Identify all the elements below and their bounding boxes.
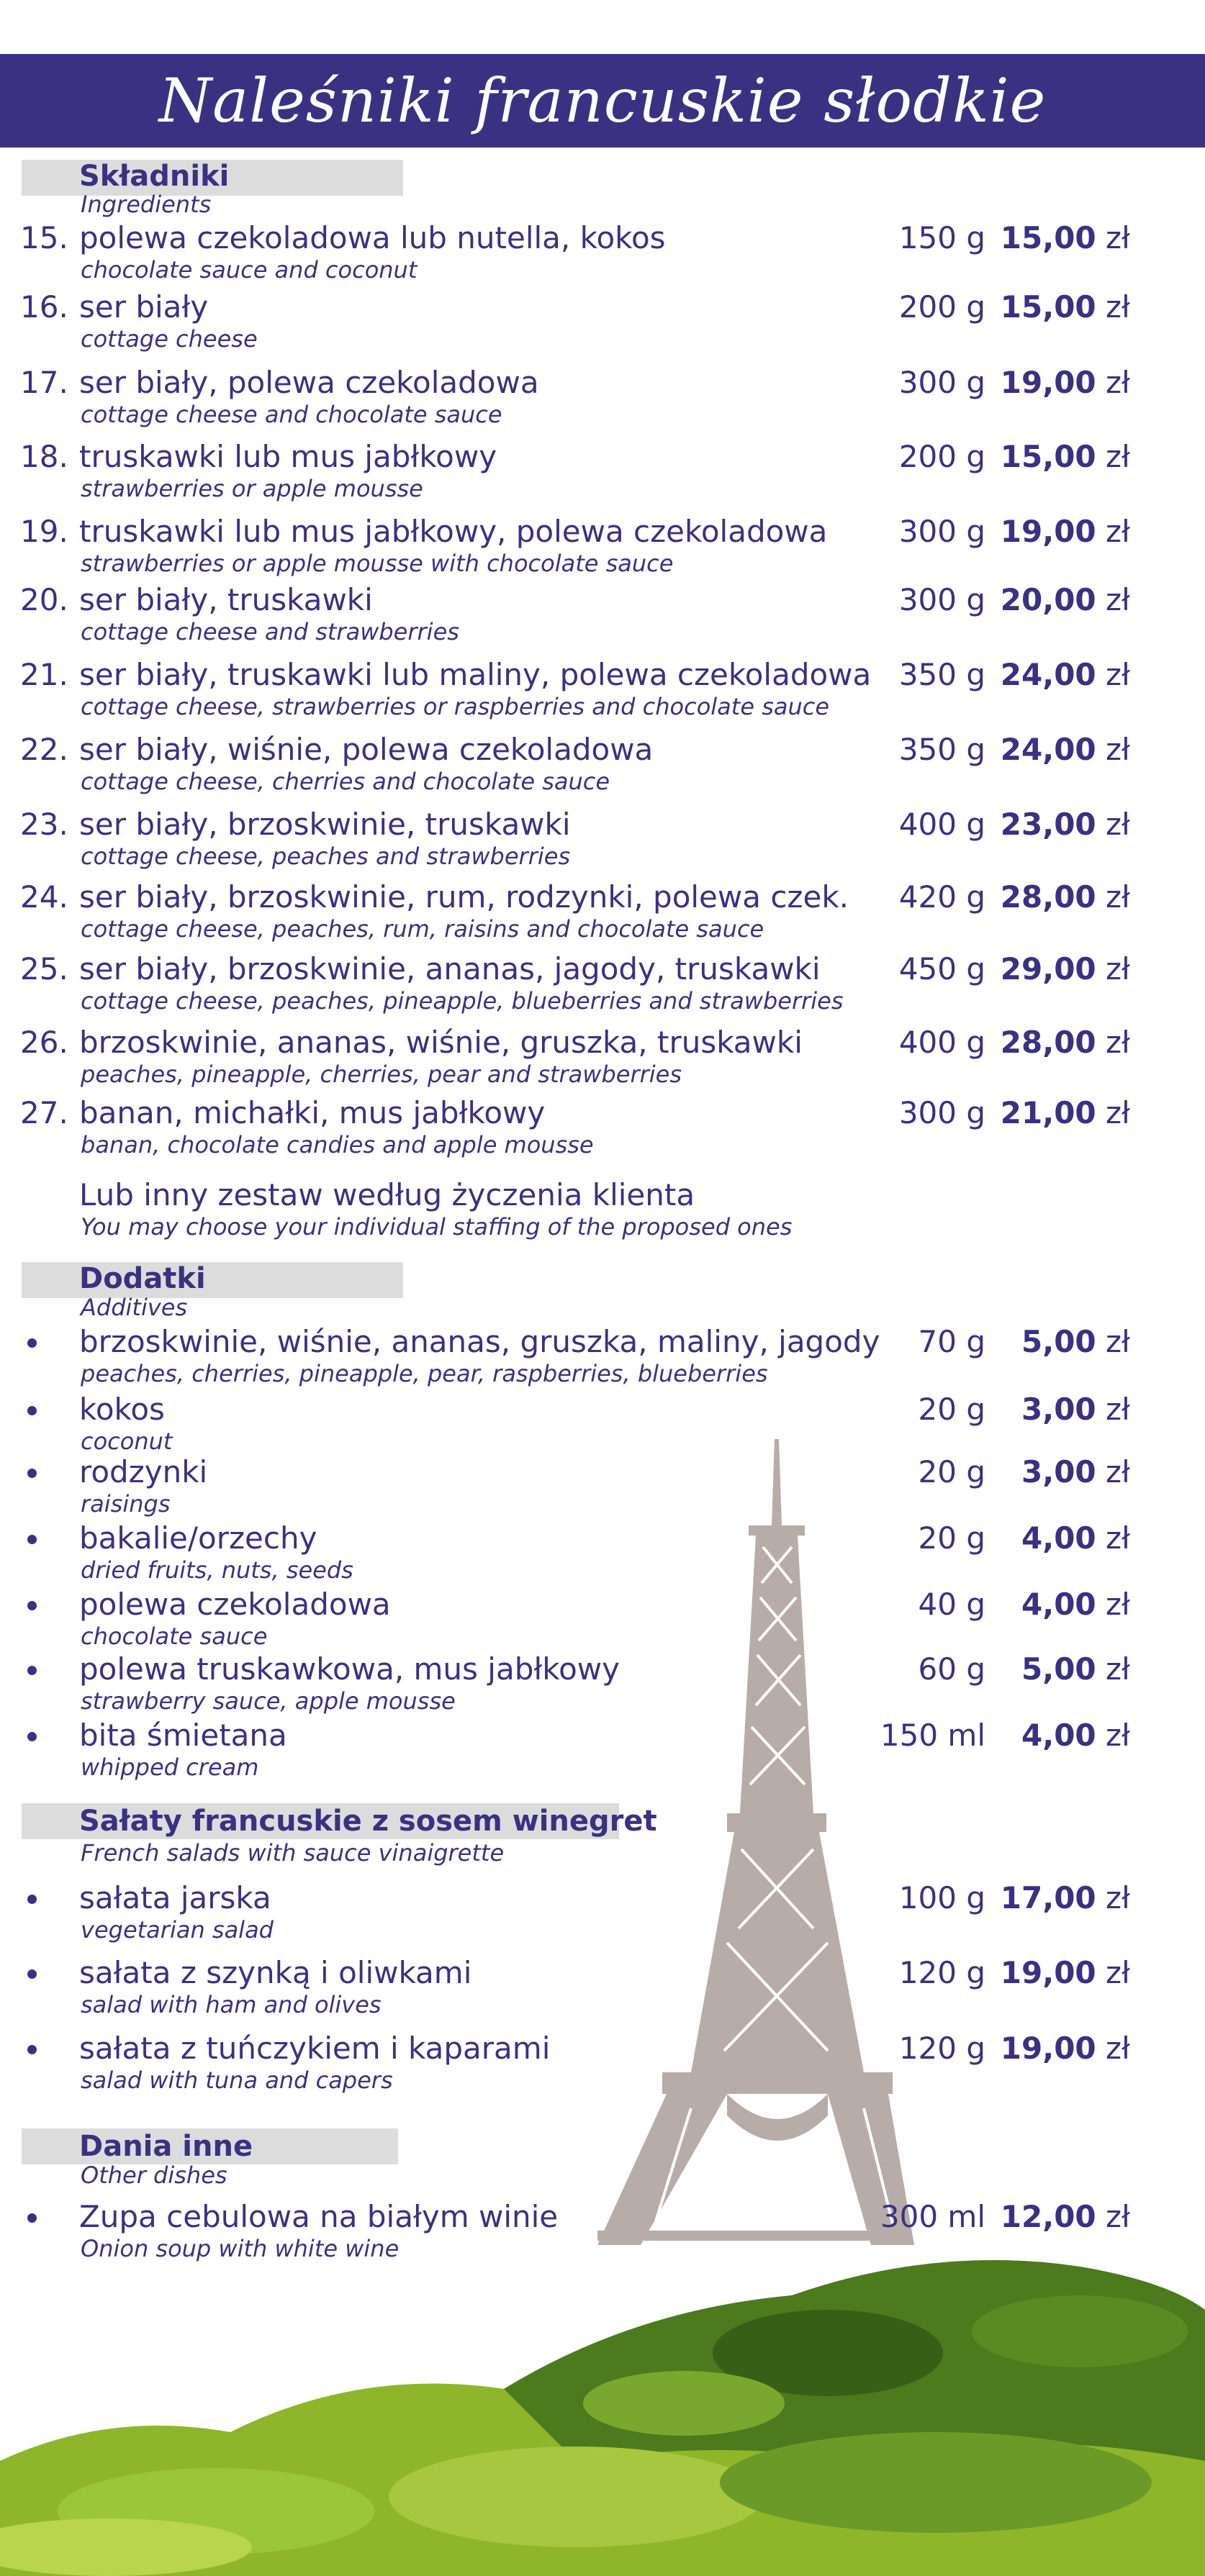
currency-label: zł — [1106, 289, 1130, 325]
menu-item — [0, 1095, 1205, 1167]
item-description: dried fruits, nuts, seeds — [81, 1556, 353, 1584]
currency-label: zł — [1106, 951, 1130, 987]
item-name: truskawki lub mus jabłkowy, polewa czekoladowa — [79, 514, 828, 549]
price-value: 3,00 — [1021, 1454, 1096, 1489]
currency-label: zł — [1106, 514, 1130, 549]
currency-label: zł — [1106, 1454, 1130, 1489]
item-weight: 120 g — [898, 1955, 985, 1990]
item-number: 16. — [20, 289, 68, 325]
menu-item — [0, 657, 1205, 729]
item-number: 15. — [20, 220, 68, 255]
menu-item — [0, 2199, 1205, 2271]
item-price — [1001, 2199, 1130, 2234]
item-description: cottage cheese — [81, 325, 258, 353]
item-number: 23. — [20, 807, 68, 842]
item-description: You may choose your individual staffing of the proposed ones — [81, 1213, 793, 1241]
item-description: peaches, pineapple, cherries, pear and strawberries — [81, 1061, 682, 1088]
price-value: 19,00 — [1000, 365, 1096, 400]
currency-label: zł — [1106, 1095, 1130, 1130]
price-value: 19,00 — [1000, 514, 1096, 549]
item-price — [1021, 1520, 1130, 1556]
item-weight: 200 g — [898, 439, 985, 474]
item-description: peaches, cherries, pineapple, pear, raspberries, blueberries — [81, 1360, 768, 1387]
price-value: 24,00 — [1000, 657, 1096, 692]
item-weight: 400 g — [898, 1025, 985, 1060]
currency-label: zł — [1106, 657, 1130, 692]
item-price — [1001, 582, 1130, 617]
menu-item — [0, 879, 1205, 951]
item-price — [1001, 657, 1130, 692]
menu-item — [0, 1454, 1205, 1526]
item-price — [1021, 1718, 1130, 1753]
item-price — [1021, 1651, 1130, 1687]
menu-item — [0, 732, 1205, 804]
item-name: kokos — [79, 1392, 165, 1427]
item-weight: 40 g — [918, 1587, 985, 1622]
price-value: 5,00 — [1021, 1324, 1096, 1359]
item-weight: 300 g — [898, 582, 985, 617]
item-description: cottage cheese, peaches, rum, raisins and chocolate sauce — [81, 915, 764, 943]
item-weight: 300 g — [898, 365, 985, 400]
item-price — [1021, 1392, 1130, 1427]
item-name: ser biały, truskawki — [79, 582, 373, 617]
item-number: 21. — [20, 657, 68, 692]
item-name: truskawki lub mus jabłkowy — [79, 439, 497, 474]
item-description: banan, chocolate candies and apple mousse — [81, 1131, 594, 1158]
item-name: rodzynki — [79, 1454, 208, 1489]
currency-label: zł — [1106, 1718, 1130, 1753]
item-name: ser biały, brzoskwinie, rum, rodzynki, polewa czek. — [79, 879, 849, 915]
item-weight: 300 ml — [880, 2199, 985, 2234]
section-title-other: Dania inne — [79, 2130, 253, 2163]
item-weight: 350 g — [898, 657, 985, 692]
currency-label: zł — [1106, 365, 1130, 400]
item-price — [1021, 1454, 1130, 1489]
section-subtitle-ingredients: Ingredients — [81, 191, 212, 218]
bullet-icon — [27, 1406, 37, 1415]
menu-item — [0, 1324, 1205, 1396]
item-weight: 300 g — [898, 1095, 985, 1130]
item-weight: 70 g — [918, 1324, 985, 1359]
custom-order — [0, 1177, 1205, 1249]
item-price — [1001, 879, 1130, 915]
section-subtitle-additives: Additives — [81, 1294, 188, 1321]
section-title-additives: Dodatki — [79, 1262, 206, 1295]
item-weight: 20 g — [918, 1520, 985, 1556]
menu-item — [0, 807, 1205, 879]
item-name: brzoskwinie, ananas, wiśnie, gruszka, truskawki — [79, 1025, 803, 1060]
currency-label: zł — [1106, 439, 1130, 474]
item-description: cottage cheese, strawberries or raspberries and chocolate sauce — [81, 693, 830, 720]
price-value: 28,00 — [1000, 1025, 1096, 1060]
menu-item — [0, 951, 1205, 1023]
price-value: 4,00 — [1021, 1718, 1096, 1753]
item-weight: 420 g — [898, 879, 985, 915]
currency-label: zł — [1106, 732, 1130, 767]
item-name: polewa czekoladowa — [79, 1587, 391, 1622]
item-name: ser biały, brzoskwinie, ananas, jagody, truskawki — [79, 951, 821, 987]
item-price — [1001, 732, 1130, 767]
menu-item — [0, 2031, 1205, 2103]
bullet-icon — [27, 2213, 37, 2223]
item-price — [1001, 439, 1130, 474]
currency-label: zł — [1106, 1392, 1130, 1427]
price-value: 4,00 — [1021, 1520, 1096, 1556]
item-price — [1001, 951, 1130, 987]
trees-illustration — [0, 2223, 1205, 2576]
item-number: 25. — [20, 951, 68, 987]
menu-item — [0, 1587, 1205, 1659]
menu-item — [0, 1651, 1205, 1723]
item-price — [1001, 807, 1130, 842]
price-value: 29,00 — [1000, 951, 1096, 987]
item-number: 17. — [20, 365, 68, 400]
item-price — [1001, 220, 1130, 255]
item-weight: 60 g — [918, 1651, 985, 1687]
currency-label: zł — [1106, 220, 1130, 255]
item-name: sałata z tuńczykiem i kaparami — [79, 2031, 551, 2066]
currency-label: zł — [1106, 2031, 1130, 2066]
item-name: ser biały, wiśnie, polewa czekoladowa — [79, 732, 654, 767]
item-price — [1001, 1025, 1130, 1060]
item-weight: 20 g — [918, 1454, 985, 1489]
item-price — [1001, 1955, 1130, 1990]
item-number: 22. — [20, 732, 68, 767]
item-name: ser biały — [79, 289, 209, 325]
item-name: Lub inny zestaw według życzenia klienta — [79, 1177, 695, 1212]
currency-label: zł — [1106, 1324, 1130, 1359]
price-value: 24,00 — [1000, 732, 1096, 767]
item-description: coconut — [81, 1428, 173, 1455]
bullet-icon — [27, 1469, 37, 1478]
item-name: bita śmietana — [79, 1718, 287, 1753]
item-weight: 150 ml — [880, 1718, 985, 1753]
currency-label: zł — [1106, 1520, 1130, 1556]
section-subtitle-other: Other dishes — [81, 2162, 227, 2189]
currency-label: zł — [1106, 582, 1130, 617]
price-value: 19,00 — [1000, 1955, 1096, 1990]
bullet-icon — [27, 2045, 37, 2054]
item-description: cottage cheese and chocolate sauce — [81, 401, 502, 428]
price-value: 17,00 — [1000, 1880, 1096, 1915]
item-weight: 150 g — [898, 220, 985, 255]
item-name: ser biały, polewa czekoladowa — [79, 365, 539, 400]
item-weight: 400 g — [898, 807, 985, 842]
currency-label: zł — [1106, 1880, 1130, 1915]
price-value: 21,00 — [1000, 1095, 1096, 1130]
price-value: 15,00 — [1000, 289, 1096, 325]
item-price — [1021, 1587, 1130, 1622]
item-description: strawberries or apple mousse with chocolate sauce — [81, 550, 674, 577]
item-weight: 100 g — [898, 1880, 985, 1915]
item-price — [1001, 1095, 1130, 1130]
item-name: ser biały, truskawki lub maliny, polewa czekoladowa — [79, 657, 872, 692]
item-number: 24. — [20, 879, 68, 915]
item-weight: 120 g — [898, 2031, 985, 2066]
item-name: sałata jarska — [79, 1880, 271, 1915]
item-number: 27. — [20, 1095, 68, 1130]
item-name: banan, michałki, mus jabłkowy — [79, 1095, 546, 1130]
item-name: polewa czekoladowa lub nutella, kokos — [79, 220, 666, 255]
menu-item — [0, 1718, 1205, 1790]
menu-item — [0, 439, 1205, 511]
item-price — [1001, 289, 1130, 325]
bullet-icon — [27, 1338, 37, 1348]
currency-label: zł — [1106, 1587, 1130, 1622]
currency-label: zł — [1106, 2199, 1130, 2234]
price-value: 5,00 — [1021, 1651, 1096, 1687]
section-title-ingredients: Składniki — [79, 160, 230, 193]
item-description: strawberry sauce, apple mousse — [81, 1687, 456, 1715]
bullet-icon — [27, 1535, 37, 1544]
item-weight: 200 g — [898, 289, 985, 325]
bullet-icon — [27, 1666, 37, 1675]
section-title-salads: Sałaty francuskie z sosem winegret — [79, 1805, 657, 1838]
currency-label: zł — [1106, 1025, 1130, 1060]
item-description: cottage cheese, cherries and chocolate sauce — [81, 768, 610, 795]
menu-item — [0, 1392, 1205, 1464]
item-description: cottage cheese, peaches and strawberries — [81, 843, 571, 870]
price-value: 20,00 — [1000, 582, 1096, 617]
price-value: 15,00 — [1000, 439, 1096, 474]
item-weight: 300 g — [898, 514, 985, 549]
menu-item — [0, 1520, 1205, 1592]
menu-item — [0, 1880, 1205, 1952]
item-description: chocolate sauce — [81, 1623, 268, 1650]
bullet-icon — [27, 1969, 37, 1979]
title-banner — [0, 54, 1205, 148]
menu-item — [0, 289, 1205, 361]
item-name: bakalie/orzechy — [79, 1520, 317, 1556]
item-number: 20. — [20, 582, 68, 617]
item-weight: 350 g — [898, 732, 985, 767]
item-weight: 450 g — [898, 951, 985, 987]
item-name: brzoskwinie, wiśnie, ananas, gruszka, maliny, jagody — [79, 1324, 880, 1359]
price-value: 15,00 — [1000, 220, 1096, 255]
price-value: 4,00 — [1021, 1587, 1096, 1622]
item-description: chocolate sauce and coconut — [81, 256, 418, 284]
item-name: ser biały, brzoskwinie, truskawki — [79, 807, 571, 842]
menu-item — [0, 514, 1205, 586]
item-number: 26. — [20, 1025, 68, 1060]
item-name: polewa truskawkowa, mus jabłkowy — [79, 1651, 620, 1687]
price-value: 3,00 — [1021, 1392, 1096, 1427]
currency-label: zł — [1106, 807, 1130, 842]
bullet-icon — [27, 1895, 37, 1904]
currency-label: zł — [1106, 1955, 1130, 1990]
price-value: 23,00 — [1000, 807, 1096, 842]
section-subtitle-salads: French salads with sauce vinaigrette — [81, 1839, 505, 1867]
item-name: Zupa cebulowa na białym winie — [79, 2199, 559, 2234]
item-price — [1001, 365, 1130, 400]
item-description: salad with ham and olives — [81, 1991, 382, 2018]
menu-item — [0, 582, 1205, 654]
item-price — [1001, 2031, 1130, 2066]
item-number: 19. — [20, 514, 68, 549]
item-description: cottage cheese and strawberries — [81, 618, 459, 645]
menu-item — [0, 1025, 1205, 1097]
item-description: raisings — [81, 1490, 171, 1518]
currency-label: zł — [1106, 1651, 1130, 1687]
item-description: vegetarian salad — [81, 1916, 274, 1944]
item-price — [1001, 1880, 1130, 1915]
item-price — [1021, 1324, 1130, 1359]
currency-label: zł — [1106, 879, 1130, 915]
bullet-icon — [27, 1732, 37, 1741]
item-weight: 20 g — [918, 1392, 985, 1427]
item-description: strawberries or apple mousse — [81, 475, 423, 502]
item-price — [1001, 514, 1130, 549]
price-value: 28,00 — [1000, 879, 1096, 915]
price-value: 12,00 — [1000, 2199, 1096, 2234]
item-description: whipped cream — [81, 1754, 259, 1781]
page-title: Naleśniki francuskie słodkie — [158, 65, 1047, 136]
item-number: 18. — [20, 439, 68, 474]
menu-item — [0, 220, 1205, 292]
item-name: sałata z szynką i oliwkami — [79, 1955, 472, 1990]
price-value: 19,00 — [1000, 2031, 1096, 2066]
menu-item — [0, 1955, 1205, 2027]
item-description: Onion soup with white wine — [81, 2235, 400, 2262]
item-description: salad with tuna and capers — [81, 2067, 393, 2094]
item-description: cottage cheese, peaches, pineapple, blueberries and strawberries — [81, 987, 844, 1015]
bullet-icon — [27, 1601, 37, 1610]
menu-item — [0, 365, 1205, 437]
